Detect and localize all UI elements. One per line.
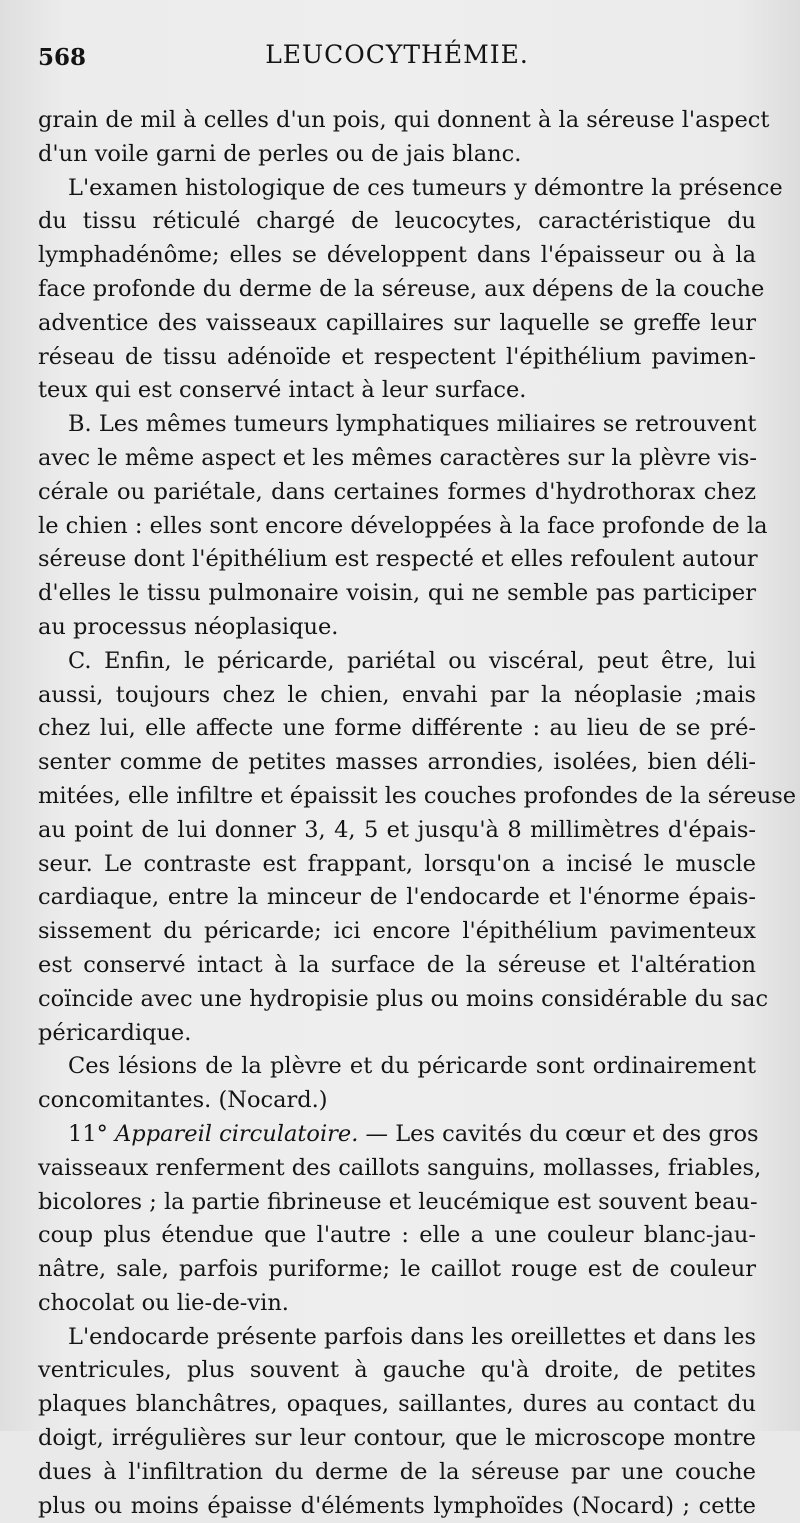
- text-line: nâtre, sale, parfois puriforme; le caillot rouge est de couleur: [38, 1256, 756, 1283]
- text-line: concomitantes. (Nocard.): [38, 1087, 328, 1114]
- text-line: chocolat ou lie-de-vin.: [38, 1289, 289, 1316]
- text-line: grain de mil à celles d'un pois, qui donnent à la séreuse l'aspect: [38, 107, 770, 133]
- text-line: vaisseaux renferment des caillots sanguins, mollasses, friables,: [38, 1154, 762, 1181]
- text-line: plus ou moins épaisse d'éléments lymphoïdes (Nocard) ; cette: [38, 1492, 756, 1519]
- body-text: [38, 104, 797, 1523]
- page-number: 568: [38, 44, 87, 71]
- text-line: péricardique.: [38, 1019, 192, 1046]
- text-line: avec le même aspect et les mêmes caractères sur la plèvre vis-: [38, 444, 758, 471]
- text-line: face profonde du derme de la séreuse, aux dépens de la couche: [38, 275, 765, 302]
- text-line: coup plus étendue que l'autre : elle a une couleur blanc-jau-: [38, 1222, 756, 1249]
- text-line: d'elles le tissu pulmonaire voisin, qui ne semble pas participer: [38, 580, 756, 607]
- text-line: aussi, toujours chez le chien, envahi par la néoplasie ;mais: [38, 681, 756, 708]
- text-line: adventice des vaisseaux capillaires sur laquelle se greffe leur: [38, 309, 756, 336]
- text-line: séreuse dont l'épithélium est respecté et elles refoulent autour: [38, 546, 758, 573]
- text-line: C. Enfin, le péricarde, pariétal ou viscéral, peut être, lui: [68, 647, 756, 674]
- text-line: au processus néoplasique.: [38, 613, 339, 640]
- text-line: chez lui, elle affecte une forme différente : au lieu de se pré-: [38, 715, 756, 742]
- text-line: plaques blanchâtres, opaques, saillantes, dures au contact du: [38, 1391, 756, 1418]
- text-line: d'un voile garni de perles ou de jais blanc.: [38, 140, 522, 167]
- running-head: LEUCOCYTHÉMIE.: [265, 40, 529, 69]
- text-line: bicolores ; la partie fibrineuse et leucémique est souvent beau-: [38, 1188, 758, 1215]
- text-line: cérale ou pariétale, dans certaines formes d'hydrothorax chez: [38, 478, 756, 505]
- text-line: B. Les mêmes tumeurs lymphatiques miliaires se retrouvent: [68, 411, 757, 438]
- text-line: Ces lésions de la plèvre et du péricarde sont ordinairement: [68, 1053, 756, 1080]
- text-line: du tissu réticulé chargé de leucocytes, caractéristique du: [38, 208, 756, 235]
- text-line: sissement du péricarde; ici encore l'épithélium pavimenteux: [38, 918, 756, 945]
- text-line: coïncide avec une hydropisie plus ou moins considérable du sac: [38, 985, 769, 1012]
- text-line: doigt, irrégulières sur leur contour, que le microscope montre: [38, 1425, 756, 1452]
- text-line: dues à l'infiltration du derme de la séreuse par une couche: [38, 1458, 756, 1485]
- section-heading: Appareil circulatoire. —: [115, 1120, 396, 1147]
- text-line: mitées, elle infiltre et épaissit les couches profondes de la séreuse: [38, 782, 797, 809]
- text-line: L'examen histologique de ces tumeurs y démontre la présence: [68, 174, 783, 201]
- section-number: 11°: [68, 1120, 116, 1147]
- text-line: teux qui est conservé intact à leur surface.: [38, 377, 527, 404]
- text-line: senter comme de petites masses arrondies, isolées, bien déli-: [38, 749, 756, 776]
- text-line: lymphadénôme; elles se développent dans l'épaisseur ou à la: [38, 242, 756, 269]
- text-line: ventricules, plus souvent à gauche qu'à droite, de petites: [38, 1357, 756, 1384]
- text-line: le chien : elles sont encore développées à la face profonde de la: [38, 512, 768, 539]
- text-line: [38, 1118, 759, 1152]
- text-line: réseau de tissu adénoïde et respectent l'épithélium pavimen-: [38, 343, 756, 370]
- line-text: Les cavités du cœur et des gros: [395, 1120, 759, 1147]
- text-line: est conservé intact à la surface de la séreuse et l'altération: [38, 951, 756, 978]
- text-line: seur. Le contraste est frappant, lorsqu'on a incisé le muscle: [38, 850, 756, 877]
- page-header: [38, 26, 756, 71]
- text-line: au point de lui donner 3, 4, 5 et jusqu'à 8 millimètres d'épais-: [38, 816, 756, 843]
- text-line: cardiaque, entre la minceur de l'endocarde et l'énorme épais-: [38, 884, 756, 911]
- text-line: L'endocarde présente parfois dans les oreillettes et dans les: [68, 1323, 756, 1350]
